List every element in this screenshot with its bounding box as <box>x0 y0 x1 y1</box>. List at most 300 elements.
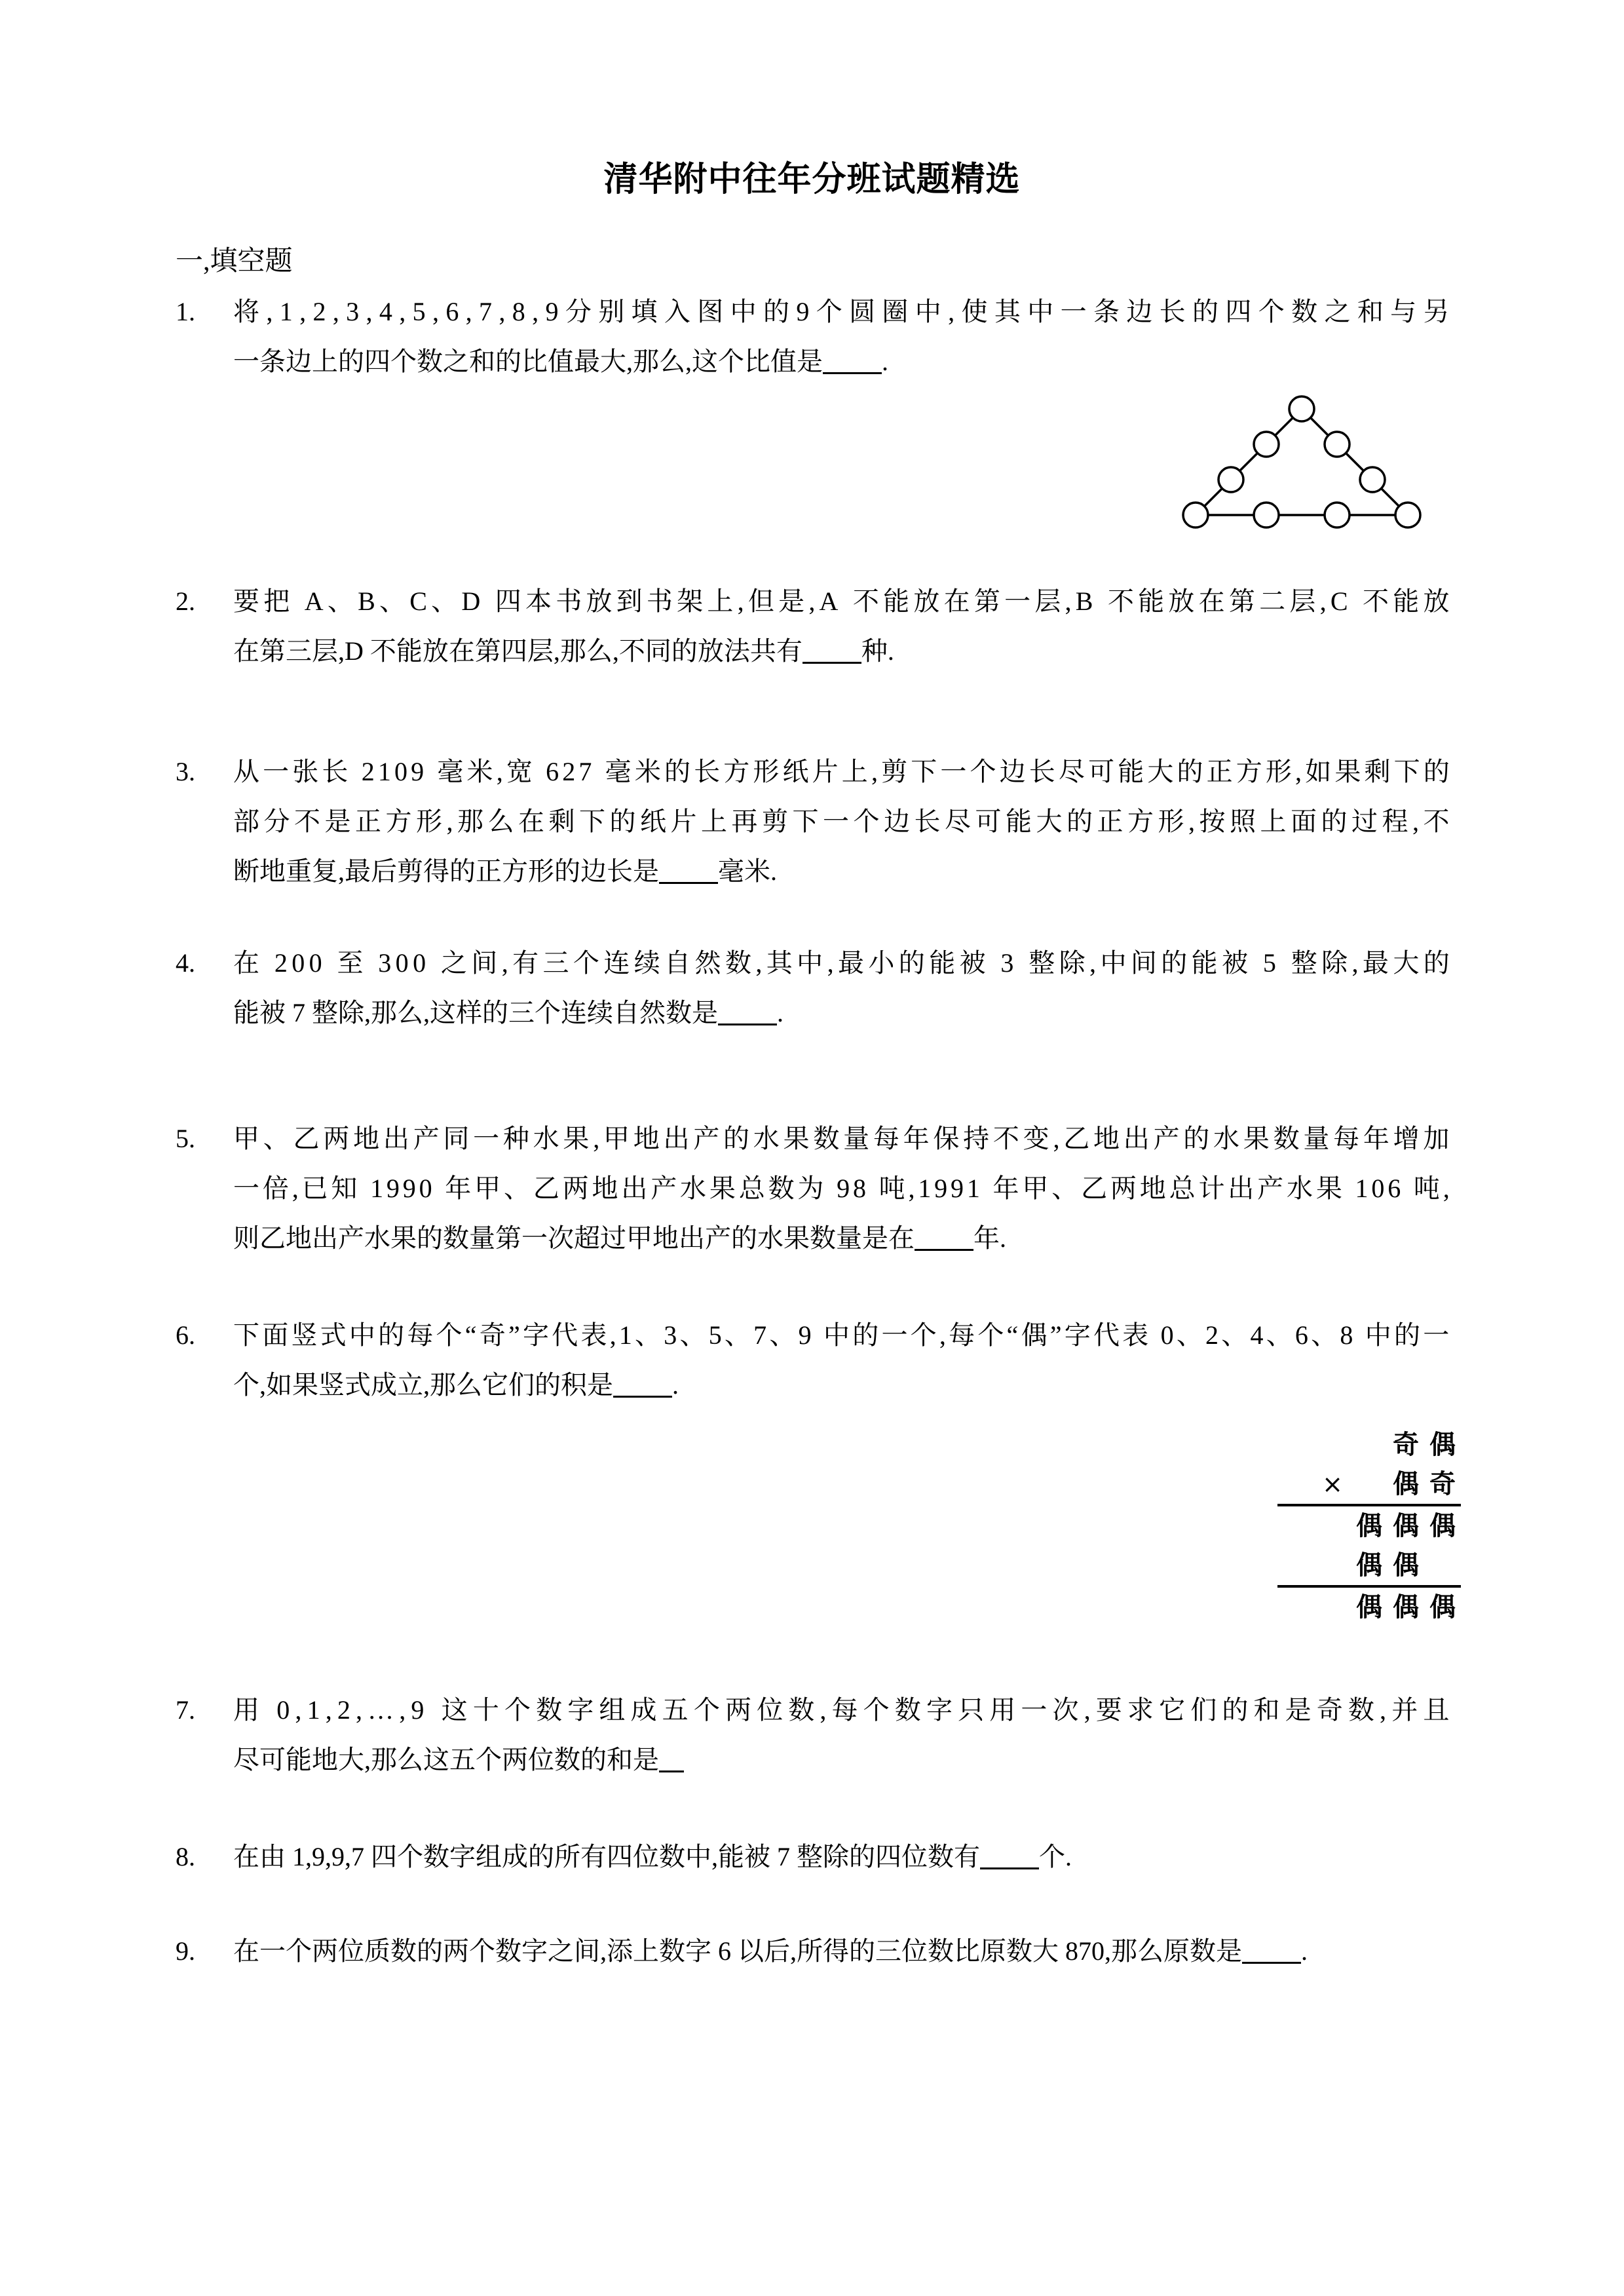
glyph: 二 <box>1259 586 1286 616</box>
glyph <box>1356 1311 1363 1360</box>
answer-blank[interactable] <box>659 1744 684 1772</box>
glyph: 、 <box>379 586 406 616</box>
glyph: , <box>1065 586 1072 616</box>
question-item-6 <box>176 1311 1450 1410</box>
glyph: 量 <box>1303 1124 1330 1153</box>
glyph <box>265 1685 271 1735</box>
glyph: 每 <box>831 1695 858 1725</box>
glyph <box>485 577 491 626</box>
vmult-digit: 偶 <box>1393 1592 1419 1622</box>
glyph: 果 <box>709 1174 736 1203</box>
glyph: 年 <box>903 1124 930 1153</box>
glyph: , <box>499 297 506 326</box>
glyph: , <box>366 297 373 326</box>
glyph: 倍 <box>262 1174 289 1203</box>
glyph: 年 <box>1363 1124 1389 1153</box>
vmult-digit: 偶 <box>1356 1592 1382 1622</box>
glyph: 下 <box>911 757 937 786</box>
glyph: , <box>1319 586 1327 616</box>
glyph: 整 <box>1029 948 1055 978</box>
glyph: 5 <box>412 297 426 326</box>
glyph: 填 <box>631 297 658 326</box>
glyph: 保 <box>933 1124 960 1153</box>
glyph: , <box>827 948 834 978</box>
glyph: 1 <box>307 1695 320 1725</box>
glyph: 1 <box>377 757 391 786</box>
glyph <box>1404 1164 1410 1214</box>
glyph: 代 <box>1093 1320 1120 1350</box>
glyph: 的 <box>609 807 636 836</box>
glyph: , <box>1053 1124 1060 1153</box>
glyph: 竖 <box>291 1320 318 1350</box>
glyph: 米 <box>466 757 493 786</box>
glyph: 部 <box>233 807 259 836</box>
glyph: 乙 <box>293 1124 320 1153</box>
glyph: 另 <box>1423 297 1450 326</box>
glyph: 每 <box>407 1320 434 1350</box>
glyph: 每 <box>873 1124 899 1153</box>
glyph: 数 <box>788 1695 815 1725</box>
glyph: 数 <box>768 1174 795 1203</box>
glyph: 9 <box>934 1174 948 1203</box>
glyph: D <box>461 586 481 616</box>
glyph: 和 <box>1253 1695 1280 1725</box>
glyph: 两 <box>725 1695 751 1725</box>
section-heading-fill-in-blank: 一,填空题 <box>176 246 293 277</box>
glyph: 要 <box>1095 1695 1122 1725</box>
vmult-multiplicand-row <box>1245 1425 1461 1464</box>
glyph <box>842 577 849 626</box>
glyph: 能 <box>1393 586 1420 616</box>
glyph: 果 <box>1315 1174 1342 1203</box>
glyph: 的 <box>1177 757 1203 786</box>
glyph: 乙 <box>1081 1174 1108 1203</box>
question-body <box>233 747 1450 896</box>
glyph: 一 <box>1060 297 1087 326</box>
question-line-tail: . <box>672 1370 679 1400</box>
glyph: 个 <box>853 807 880 836</box>
question-line <box>233 1214 1450 1263</box>
glyph: 被 <box>959 948 986 978</box>
glyph: 表 <box>1122 1320 1149 1350</box>
glyph: 0 <box>419 1174 432 1203</box>
glyph: 整 <box>1291 948 1317 978</box>
glyph: 偶 <box>1021 1320 1048 1350</box>
glyph: 、 <box>327 586 354 616</box>
question-line-tail: . <box>1301 1936 1308 1966</box>
glyph <box>430 1685 436 1735</box>
glyph: 5 <box>1262 948 1276 978</box>
glyph: 在 <box>518 807 544 836</box>
glyph: 下 <box>579 807 605 836</box>
answer-blank[interactable] <box>1242 1936 1301 1964</box>
glyph: 有 <box>512 948 539 978</box>
glyph: 个 <box>863 1695 890 1725</box>
glyph: 求 <box>1127 1695 1154 1725</box>
glyph: 纸 <box>782 757 809 786</box>
glyph: 第 <box>973 586 1000 616</box>
glyph: 那 <box>457 807 483 836</box>
glyph: , <box>1295 757 1302 786</box>
answer-blank[interactable] <box>980 1841 1039 1869</box>
glyph <box>990 938 996 988</box>
glyph: 中 <box>730 297 757 326</box>
glyph: 下 <box>233 1320 259 1350</box>
glyph: 0 <box>276 1695 290 1725</box>
glyph: 四 <box>495 586 521 616</box>
glyph: 的 <box>1321 807 1348 836</box>
question-line <box>233 287 1450 337</box>
glyph: 地 <box>592 1174 618 1203</box>
glyph: , <box>1412 807 1419 836</box>
triangle-diagram-svg <box>1156 387 1451 534</box>
glyph: 9 <box>411 757 425 786</box>
glyph: 6 <box>1294 1320 1308 1350</box>
glyph: 形 <box>753 757 780 786</box>
glyph: 程 <box>1382 807 1408 836</box>
glyph: 层 <box>1034 586 1061 616</box>
glyph: 图 <box>697 297 724 326</box>
glyph: 每 <box>949 1320 975 1350</box>
glyph: 的 <box>1183 1124 1210 1153</box>
glyph: 之 <box>440 948 467 978</box>
glyph: 、 <box>1266 1320 1293 1350</box>
glyph: 3 <box>378 948 392 978</box>
vmult-digit: 偶 <box>1429 1511 1456 1541</box>
glyph: 出 <box>621 1174 648 1203</box>
glyph: , <box>1443 1174 1450 1203</box>
glyph: 的 <box>763 297 789 326</box>
glyph: 至 <box>337 948 364 978</box>
glyph: 用 <box>989 1695 1016 1725</box>
question-line <box>233 747 1450 797</box>
glyph: 并 <box>1391 1695 1418 1725</box>
glyph: 层 <box>1289 586 1316 616</box>
glyph: 0 <box>1371 1174 1385 1203</box>
glyph: , <box>355 1695 362 1725</box>
glyph: 持 <box>963 1124 990 1153</box>
question-body <box>233 1926 1450 1976</box>
glyph: 地 <box>1093 1124 1120 1153</box>
glyph: 剩 <box>548 807 575 836</box>
glyph: 数 <box>1348 1695 1374 1725</box>
glyph: 一 <box>233 1174 259 1203</box>
glyph <box>368 938 374 988</box>
glyph: 乙 <box>533 1174 559 1203</box>
question-line-text: 断地重复,最后剪得的正方形的边长是 <box>233 856 659 886</box>
glyph: 剩 <box>1364 757 1391 786</box>
question-number: 1. <box>176 297 195 326</box>
glyph: C <box>409 586 427 616</box>
glyph: 可 <box>975 807 1002 836</box>
glyph: 产 <box>1153 1124 1180 1153</box>
glyph: 间 <box>471 948 498 978</box>
glyph: 计 <box>1198 1174 1225 1203</box>
glyph: 9 <box>545 297 559 326</box>
glyph: 地 <box>353 1124 380 1153</box>
glyph: 把 <box>263 586 290 616</box>
answer-blank[interactable] <box>659 856 718 884</box>
glyph: 加 <box>1423 1124 1450 1153</box>
glyph: , <box>871 757 878 786</box>
question-body <box>233 577 1450 676</box>
glyph: 边 <box>884 807 910 836</box>
glyph: 两 <box>1110 1174 1137 1203</box>
glyph: 过 <box>1351 807 1378 836</box>
glyph: 的 <box>1161 948 1188 978</box>
glyph: 用 <box>233 1695 259 1725</box>
glyph <box>326 938 333 988</box>
question-item-7 <box>176 1685 1450 1785</box>
glyph: , <box>295 1695 302 1725</box>
glyph: 再 <box>731 807 758 836</box>
glyph: 一 <box>1004 586 1031 616</box>
glyph: 个 <box>977 1320 1004 1350</box>
glyph: 书 <box>556 586 582 616</box>
glyph: 正 <box>355 807 381 836</box>
glyph: 大 <box>1147 757 1174 786</box>
glyph: 其 <box>994 297 1021 326</box>
glyph: 除 <box>1321 948 1348 978</box>
glyph: 个 <box>693 1695 720 1725</box>
question-line <box>233 938 1450 988</box>
glyph: 7 <box>479 297 493 326</box>
glyph <box>435 1164 442 1214</box>
glyph: 尽 <box>1058 757 1085 786</box>
glyph: , <box>1351 948 1359 978</box>
glyph: , <box>446 807 453 836</box>
question-number: 8. <box>176 1842 195 1871</box>
glyph: 1 <box>279 297 293 326</box>
glyph: 下 <box>792 807 819 836</box>
glyph: 的 <box>1222 1695 1249 1725</box>
glyph: 数 <box>813 1124 840 1153</box>
glyph: C <box>1330 586 1348 616</box>
glyph: 1 <box>966 1174 980 1203</box>
glyph <box>827 1164 833 1214</box>
glyph: 方 <box>723 757 750 786</box>
question-line-tail: 年. <box>973 1223 1006 1253</box>
glyph: 本 <box>525 586 552 616</box>
glyph: 中 <box>1027 297 1054 326</box>
glyph: 中 <box>915 297 941 326</box>
glyph: 9 <box>796 297 810 326</box>
glyph: 的 <box>723 1124 750 1153</box>
glyph: , <box>501 948 508 978</box>
question-line-tail: 毫米. <box>718 856 777 886</box>
glyph: 要 <box>233 586 259 616</box>
glyph: , <box>755 948 763 978</box>
glyph: 间 <box>1130 948 1157 978</box>
glyph: 的 <box>898 948 925 978</box>
glyph: 且 <box>1423 1695 1450 1725</box>
vmult-partial-row-2 <box>1245 1546 1461 1585</box>
glyph: 产 <box>1257 1174 1284 1203</box>
glyph: 位 <box>757 1695 784 1725</box>
glyph: 总 <box>1169 1174 1196 1203</box>
question-number: 9. <box>176 1936 195 1966</box>
glyph: , <box>1380 1695 1387 1725</box>
glyph: 5 <box>708 1320 722 1350</box>
glyph: 这 <box>441 1695 468 1725</box>
glyph: 片 <box>812 757 839 786</box>
glyph: 不 <box>294 807 320 836</box>
glyph: 长 <box>1029 757 1055 786</box>
glyph: 、 <box>431 586 458 616</box>
glyph: 条 <box>1093 297 1120 326</box>
glyph: 除 <box>1059 948 1086 978</box>
answer-blank[interactable] <box>915 1223 973 1251</box>
glyph: 变 <box>1023 1124 1049 1153</box>
question-body <box>233 1311 1450 1410</box>
glyph: 能 <box>1006 807 1032 836</box>
glyph: 能 <box>1138 586 1165 616</box>
glyph: 上 <box>701 807 727 836</box>
glyph: 自 <box>664 948 691 978</box>
glyph: 2 <box>361 757 375 786</box>
question-line-text: 在由 1,9,9,7 四个数字组成的所有四位数中,能被 7 整除的四位数有 <box>233 1842 980 1871</box>
glyph: 增 <box>1393 1124 1420 1153</box>
glyph: 剪 <box>881 757 908 786</box>
question-line <box>233 1114 1450 1164</box>
glyph: 一 <box>1423 1320 1450 1350</box>
question-line-text: 在第三层,D 不能放在第四层,那么,不同的放法共有 <box>233 636 803 666</box>
glyph: 和 <box>1357 297 1384 326</box>
vmult-digit: 偶 <box>1393 1469 1419 1499</box>
glyph: 面 <box>1291 807 1317 836</box>
glyph: 们 <box>1190 1695 1217 1725</box>
glyph: 字 <box>1064 1320 1091 1350</box>
glyph: 、 <box>1051 1174 1078 1203</box>
glyph: , <box>609 1320 616 1350</box>
glyph: 两 <box>562 1174 589 1203</box>
question-line <box>233 577 1450 626</box>
glyph: , <box>820 1695 827 1725</box>
glyph: 一 <box>823 807 849 836</box>
glyph: 已 <box>301 1174 328 1203</box>
glyph: 四 <box>1225 297 1252 326</box>
answer-blank[interactable] <box>718 997 777 1025</box>
glyph: 同 <box>443 1124 470 1153</box>
glyph: 成 <box>630 1695 657 1725</box>
glyph: 2 <box>562 757 576 786</box>
glyph: , <box>299 297 307 326</box>
question-line-tail: 个. <box>1039 1842 1072 1871</box>
glyph: 照 <box>1230 807 1256 836</box>
question-line-text: 在一个两位质数的两个数字之间,添上数字 6 以后,所得的三位数比原数大 870,那么原数是 <box>233 1936 1242 1966</box>
vmult-digit: 偶 <box>1393 1550 1419 1580</box>
glyph: 奇 <box>1316 1695 1343 1725</box>
glyph <box>983 1164 990 1214</box>
glyph: , <box>808 586 816 616</box>
vmult-product-row <box>1245 1588 1461 1627</box>
glyph: 是 <box>324 807 351 836</box>
glyph: 的 <box>1423 948 1450 978</box>
glyph: 放 <box>1423 586 1450 616</box>
glyph: 尽 <box>945 807 971 836</box>
vmult-digit: 偶 <box>1393 1511 1419 1541</box>
glyph: 代 <box>552 1320 578 1350</box>
glyph: 使 <box>961 297 988 326</box>
glyph: 面 <box>262 1320 289 1350</box>
glyph: 数 <box>725 948 751 978</box>
glyph: 9 <box>386 1174 400 1203</box>
glyph <box>1018 938 1025 988</box>
glyph: 总 <box>738 1174 765 1203</box>
glyph: 年 <box>445 1174 472 1203</box>
question-number: 4. <box>176 948 195 978</box>
glyph: 放 <box>1168 586 1195 616</box>
glyph: 数 <box>894 1695 921 1725</box>
glyph: 甲 <box>603 1124 630 1153</box>
glyph: ” <box>508 1320 520 1350</box>
glyph <box>595 747 602 797</box>
glyph: 水 <box>1286 1174 1313 1203</box>
glyph: 长 <box>1159 297 1186 326</box>
glyph: 9 <box>798 1320 812 1350</box>
glyph: 圆 <box>849 297 876 326</box>
glyph: 小 <box>868 948 895 978</box>
answer-blank[interactable] <box>803 636 861 664</box>
answer-blank[interactable] <box>613 1369 672 1398</box>
glyph: 不 <box>852 586 879 616</box>
glyph: 0 <box>395 948 409 978</box>
glyph: 放 <box>586 586 613 616</box>
glyph: 出 <box>383 1124 409 1153</box>
glyph: 是 <box>778 586 805 616</box>
glyph: B <box>358 586 375 616</box>
glyph: 2 <box>1205 1320 1219 1350</box>
glyph: , <box>908 1174 915 1203</box>
glyph: 入 <box>664 297 690 326</box>
glyph: , <box>939 1320 946 1350</box>
glyph: 吨 <box>1413 1174 1440 1203</box>
glyph: 地 <box>633 1124 660 1153</box>
glyph: 每 <box>1333 1124 1360 1153</box>
question-body <box>233 287 1450 387</box>
vertical-multiplication-figure <box>1245 1425 1461 1651</box>
glyph: 的 <box>1067 807 1093 836</box>
glyph: 形 <box>1265 757 1292 786</box>
glyph: 方 <box>1236 757 1262 786</box>
glyph: 毫 <box>605 757 632 786</box>
glyph: 1 <box>918 1174 932 1203</box>
glyph: 的 <box>1423 757 1450 786</box>
glyph: 只 <box>958 1695 985 1725</box>
glyph: 次 <box>1052 1695 1079 1725</box>
glyph: , <box>496 757 503 786</box>
glyph: 中 <box>823 1320 850 1350</box>
glyph: ” <box>1049 1320 1062 1350</box>
question-line-text: 一条边上的四个数之和的比值最大,那么,这个比值是 <box>233 347 823 376</box>
glyph: 个 <box>436 1320 463 1350</box>
glyph: 个 <box>1258 297 1285 326</box>
glyph <box>1280 938 1287 988</box>
glyph: 五 <box>662 1695 689 1725</box>
glyph: 大 <box>1036 807 1063 836</box>
vmult-digit: 偶 <box>1429 1430 1456 1460</box>
glyph <box>430 938 436 988</box>
question-line <box>233 988 1450 1038</box>
glyph: 3 <box>1000 948 1014 978</box>
answer-blank[interactable] <box>823 346 882 374</box>
glyph: 能 <box>1191 948 1218 978</box>
glyph: 其 <box>766 948 793 978</box>
glyph: , <box>399 1695 406 1725</box>
glyph <box>1352 577 1359 626</box>
glyph: 字 <box>926 1695 953 1725</box>
glyph: 个 <box>816 297 842 326</box>
